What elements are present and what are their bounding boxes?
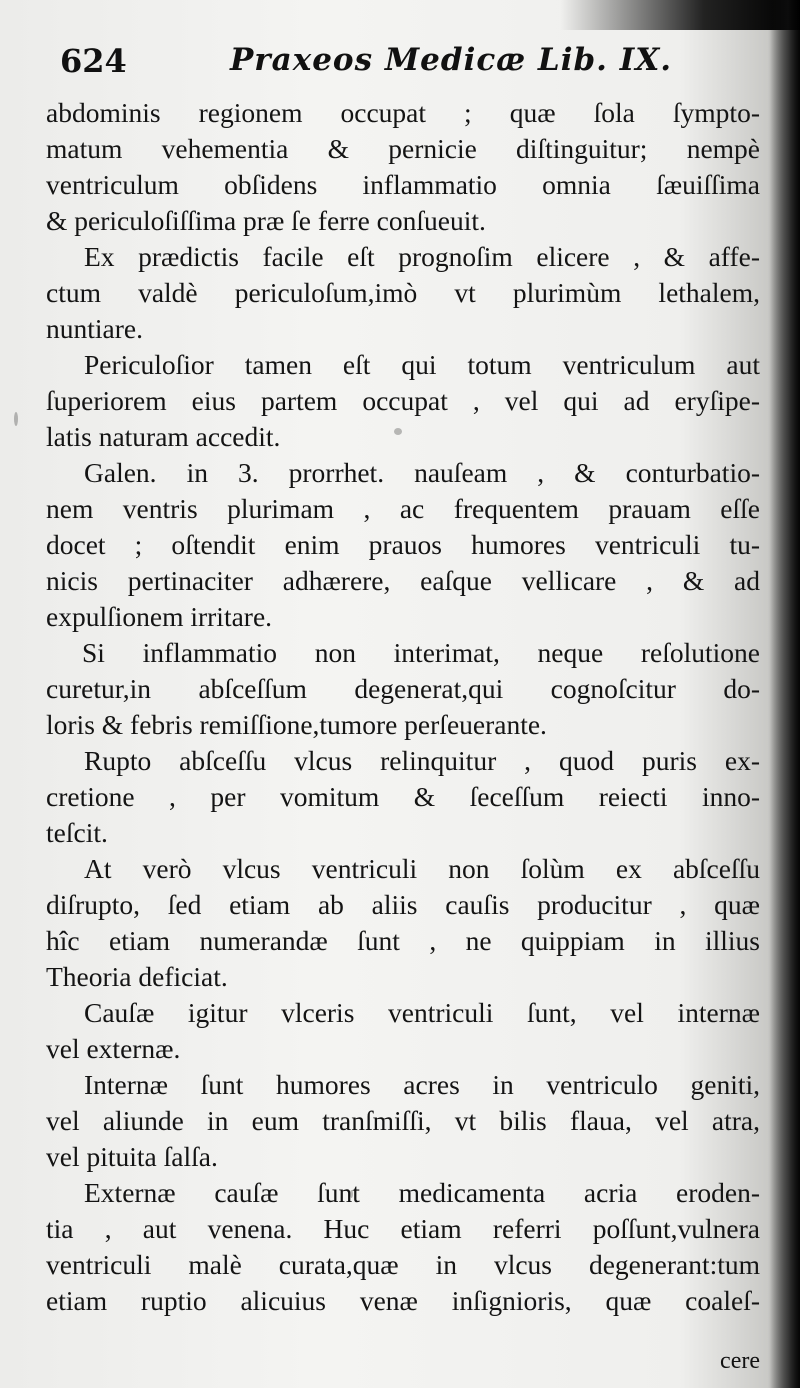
text-line: curetur,in abſceſſum degenerat,qui cognoſcitur do- bbox=[46, 673, 760, 704]
text-line: nuntiare. bbox=[46, 313, 143, 344]
text-line: Theoria deficiat. bbox=[46, 961, 228, 992]
text-line: At verò vlcus ventriculi non ſolùm ex abſceſſu bbox=[84, 853, 760, 884]
text-line: teſcit. bbox=[46, 817, 108, 848]
text-line: Externæ cauſæ ſunt medicamenta acria eroden- bbox=[84, 1177, 760, 1208]
text-line: matum vehementia & pernicie diſtinguitur; nempè bbox=[46, 133, 760, 164]
running-head bbox=[60, 42, 760, 92]
text-line: Ex prædictis facile eſt prognoſim elicere , & affe- bbox=[84, 241, 760, 272]
ink-speck bbox=[350, 1190, 353, 1198]
text-line: ſuperiorem eius partem occupat , vel qui ad eryſipe- bbox=[46, 385, 760, 416]
text-line: nicis pertinaciter adhærere, eaſque vellicare , & ad bbox=[46, 565, 760, 596]
text-line: & periculoſiſſima præ ſe ferre conſueuit. bbox=[46, 205, 486, 236]
text-line: hîc etiam numerandæ ſunt , ne quippiam in illius bbox=[46, 925, 760, 956]
text-line: abdominis regionem occupat ; quæ ſola ſympto- bbox=[46, 97, 760, 128]
text-line: ventriculi malè curata,quæ in vlcus degenerant:tum bbox=[46, 1249, 760, 1280]
text-line: expulſionem irritare. bbox=[46, 601, 273, 632]
text-line: tia , aut venena. Huc etiam referri poſſunt,vulnera bbox=[46, 1213, 760, 1244]
catchword: cere bbox=[720, 1348, 760, 1374]
text-line: Galen. in 3. prorrhet. nauſeam , & conturbatio- bbox=[84, 457, 760, 488]
ink-speck bbox=[14, 412, 18, 426]
text-line: vel pituita ſalſa. bbox=[46, 1141, 218, 1172]
text-line: nem ventris plurimam , ac frequentem prauam eſſe bbox=[46, 493, 760, 524]
text-line: vel aliunde in eum tranſmiſſi, vt bilis flaua, vel atra, bbox=[46, 1105, 760, 1136]
book-gutter-shadow bbox=[770, 0, 800, 1388]
text-line: ventriculum obſidens inflammatio omnia ſæuiſſima bbox=[46, 169, 760, 200]
text-line: Rupto abſceſſu vlcus relinquitur , quod puris ex- bbox=[84, 745, 760, 776]
text-line: etiam ruptio alicuius venæ inſignioris, quæ coaleſ- bbox=[46, 1285, 760, 1316]
page-edge-shadow bbox=[560, 0, 800, 30]
text-line: vel externæ. bbox=[46, 1033, 181, 1064]
text-line: diſrupto, ſed etiam ab aliis cauſis producitur , quæ bbox=[46, 889, 760, 920]
text-line: Cauſæ igitur vlceris ventriculi ſunt, vel internæ bbox=[84, 997, 760, 1028]
text-line: docet ; oſtendit enim prauos humores ventriculi tu- bbox=[46, 529, 760, 560]
text-line: Internæ ſunt humores acres in ventriculo geniti, bbox=[84, 1069, 760, 1100]
text-line: loris & febris remiſſione,tumore perſeuerante. bbox=[46, 709, 547, 740]
text-line: cretione , per vomitum & ſeceſſum reiecti inno- bbox=[46, 781, 760, 812]
text-line: Periculoſior tamen eſt qui totum ventriculum aut bbox=[84, 349, 760, 380]
running-title: Praxeos Medicæ Lib. IX. bbox=[230, 42, 673, 78]
body-text bbox=[46, 95, 760, 1319]
text-line: ctum valdè periculoſum,imò vt plurimùm lethalem, bbox=[46, 277, 760, 308]
page-number: 624 bbox=[60, 42, 127, 80]
text-line: latis naturam accedit. bbox=[46, 421, 281, 452]
ink-speck bbox=[394, 428, 402, 435]
text-line: Si inflammatio non interimat, neque reſolutione bbox=[82, 637, 760, 668]
